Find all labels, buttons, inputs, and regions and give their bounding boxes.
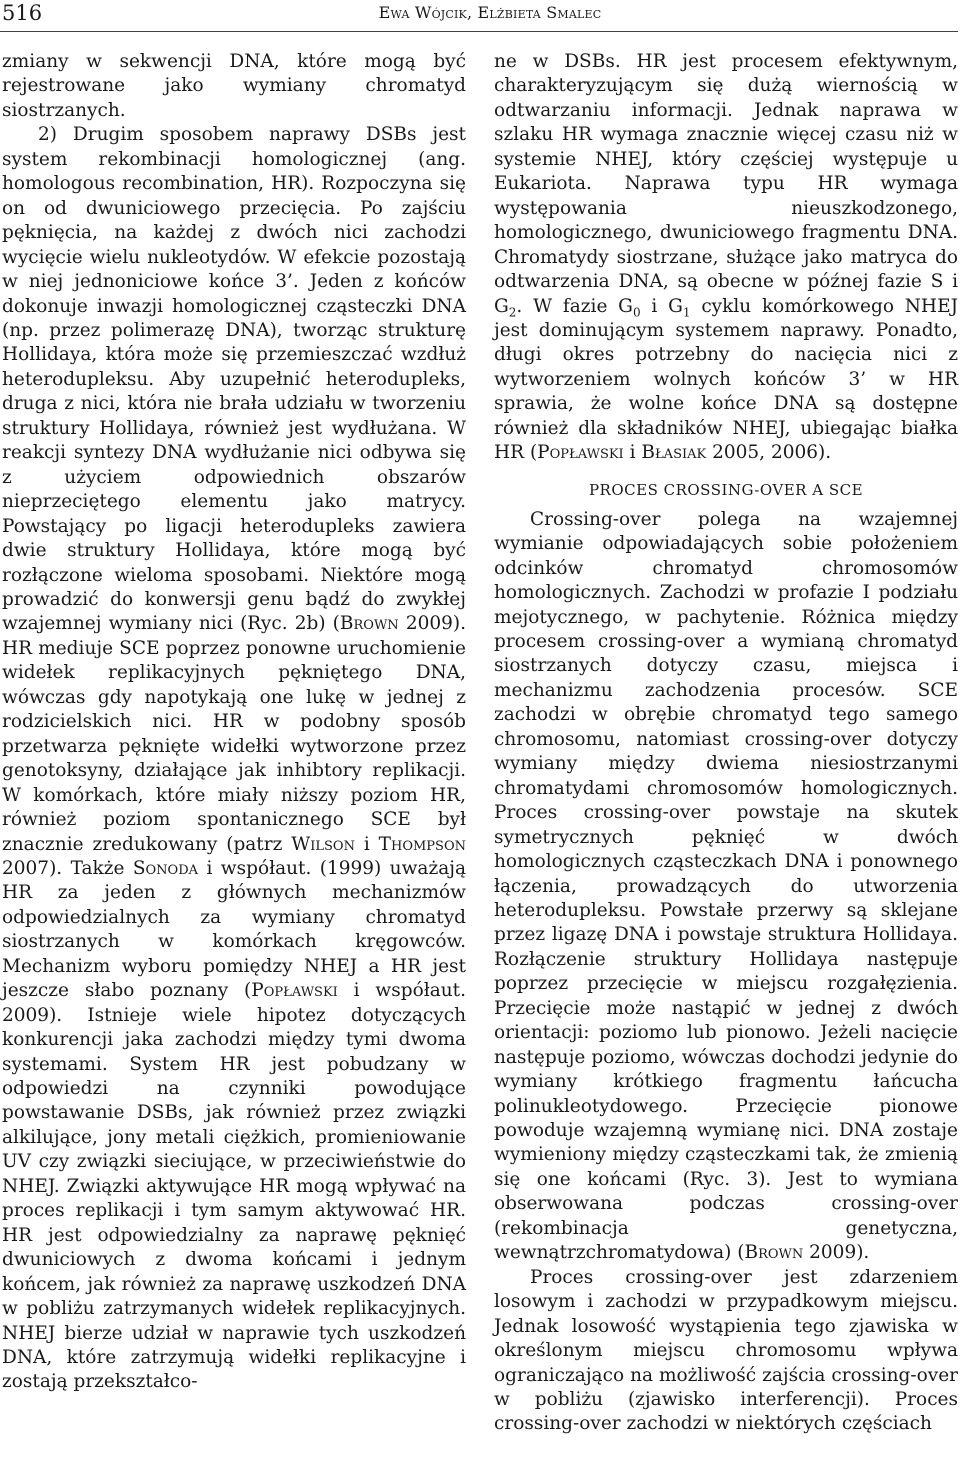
- right-p2-text: Crossing-over polega na wzajemnej wymianie odpowiadających sobie położeniem odcinków chromatyd chromosomów homologicznych. Zachodzi w profazie I podziału mejotycznego, w pachytenie. Różnica między procesem crossing-over a wymianą chromatyd siostrzanych dotyczy czasu, miejsca i mechanizmu zachodzenia procesów. SCE zachodzi w obrębie chromatyd tego samego chromosomu, natomiast crossing-over dotyczy wymiany między dwiema niesiostrzanymi chromatydami chromosomów homologicznych. Proces crossing-over powstaje na skutek symetrycznych pęknięć w dwóch homologicznych cząsteczkach DNA i ponownego łączenia, prowadzących do utworzenia heterodupleksu. Powstałe przerwy są sklejane przez ligazę DNA i powstaje struktura Hollidaya. Rozłączenie struktury Hollidaya następuje poprzez przecięcie w miejscu rozgałęzienia. Przecięcie może nastąpić w jednej z dwóch orientacji: poziomo lub pionowo. Jeżeli nacięcie następuje poziomo, wówczas dochodzi jedynie do wymiany krótkiego fragmentu łańcucha polinukleotydowego. Przecięcie pionowe powoduje wzajemną wymianę nici. DNA zostaje wymieniony między cząsteczkami tak, że zmienią się one końcami (Ryc. 3). Jest to wymiana obserwowana podczas crossing-over (rekombinacja genetyczna, wewnątrzchromatydowa) (: [494, 508, 958, 1264]
- running-head: Ewa Wójcik, Elżbieta Smalec: [378, 3, 602, 22]
- citation-thompson: Thompson: [378, 833, 466, 855]
- left-p2-text-2: 2009). HR mediuje SCE poprzez ponowne uruchomienie widełek replikacyjnych pękniętego DNA, wówczas gdy napotykają one lukę w jednej z rodzicielskich nici. HR w podobny sposób przetwarza pęknięte widełki wytworzone przez genotoksyny, działające jak inhibtory replikacji. W komórkach, które miały niższy poziom HR, również poziom spontanicznego SCE był znacznie zredukowany (patrz: [2, 613, 466, 855]
- left-p1-text: zmiany w sekwencji DNA, które mogą być rejestrowane jako wymiany chromatyd siostrzanych.: [2, 51, 466, 121]
- left-paragraph-2: [2, 123, 466, 1395]
- citation-brown: Brown: [339, 613, 399, 635]
- citation-poplawski-2: Popławski: [537, 442, 624, 464]
- right-p1-text-5: 2005, 2006).: [706, 442, 832, 464]
- page-number: 516: [2, 1, 43, 25]
- subscript-2: 2: [508, 305, 517, 320]
- subscript-0: 0: [632, 305, 641, 320]
- header-rule: [0, 31, 958, 32]
- left-p2-text-3: 2007). Także: [2, 857, 133, 879]
- right-p1-text-2: . W fazie G: [516, 295, 633, 317]
- citation-brown-2: Brown: [744, 1242, 804, 1264]
- right-p1-text-4: cyklu komórkowego NHEJ jest dominującym systemem naprawy. Ponadto, długi okres potrzebny do nacięcia nici z wytworzeniem wolnych końców 3’ w HR sprawia, że wolne końce DNA są dostępne również dla składników NHEJ, ubiegając białka HR (: [494, 295, 958, 464]
- left-p2-text-1: 2) Drugim sposobem naprawy DSBs jest system rekombinacji homologicznej (ang. homologous recombination, HR). Rozpoczyna się on od dwuniciowego przecięcia. Po zajściu pęknięcia, na każdej z dwóch nici zachodzi wycięcie wielu nukleotydów. W efekcie pozostają w niej jednoniciowe końce 3’. Jeden z końców dokonuje inwazji homologicznej cząsteczki DNA (np. przez polimerazę DNA), tworząc strukturę Hollidaya, która może się przemieszczać wzdłuż heterodupleksu. Aby uzupełnić heterodupleks, druga z nici, która nie brała udziału w tworzeniu struktury Hollidaya, również jest wydłużana. W reakcji syntezy DNA wydłużanie nici odbywa się z użyciem odpowiednich obszarów nieprzeciętego elementu jako matrycy. Powstający po ligacji heterodupleks zawiera dwie struktury Hollidaya, które mogą być rozłączone wieloma sposobami. Niektóre mogą prowadzić do konwersji genu bądź do zwykłej wzajemnej wymiany nici (Ryc. 2b) (: [2, 124, 466, 635]
- left-column: [2, 50, 466, 1395]
- right-paragraph-3: [494, 1266, 958, 1437]
- right-paragraph-2: [494, 508, 958, 1266]
- section-title: PROCES CROSSING-OVER A SCE: [588, 480, 864, 499]
- right-p1-text-1: ne w DSBs. HR jest procesem efektywnym, charakteryzującym się dużą wiernością w odtwarzaniu informacji. Jednak naprawa w szlaku HR wymaga znacznie więcej czasu niż w systemie NHEJ, który częściej występuje u Eukariota. Naprawa typu HR wymaga występowania nieuszkodzonego, homologicznego, dwuniciowego fragmentu DNA. Chromatydy siostrzane, służące jako matryca do odtwarzenia DNA, są obecne w późnej fazie S i G: [494, 51, 958, 317]
- left-p2-and: i: [354, 833, 379, 855]
- left-paragraph-1: [2, 50, 466, 123]
- left-p2-text-5: i współaut. 2009). Istnieje wiele hipotez dotyczących konkurencji jaka zachodzi między tymi dwoma systemami. System HR jest pobudzany w odpowiedzi na czynniki powodujące powstawanie DSBs, jak również przez związki alkilujące, jony metali ciężkich, promieniowanie UV czy związki sieciujące, w przeciwieństwie do NHEJ. Związki aktywujące HR mogą wpływać na proces replikacji i tym samym aktywować HR. HR jest odpowiedzialny za naprawę pęknięć dwuniciowych z dwoma końcami i jednym końcem, jak również za naprawę uszkodzeń DNA w pobliżu zatrzymanych widełek replikacyjnych. NHEJ bierze udział w naprawie tych uszkodzeń DNA, które zatrzymują widełki replikacyjne i zostają przekształco-: [2, 980, 466, 1393]
- citation-wilson: Wilson: [291, 833, 355, 855]
- right-p1-and: i: [623, 442, 642, 464]
- right-p2-end: 2009).: [803, 1242, 870, 1264]
- left-p2-text-4: i współaut. (1999) uważają HR za jeden z głównych mechanizmów odpowiedzialnych za wymiany chromatyd siostrzanych w komórkach kręgowców. Mechanizm wyboru pomiędzy NHEJ a HR jest jeszcze słabo poznany (: [2, 857, 466, 1002]
- citation-sonoda: Sonoda: [132, 857, 199, 879]
- right-paragraph-1: [494, 50, 958, 466]
- citation-blasiak: Błasiak: [641, 442, 707, 464]
- page-header: [0, 0, 960, 40]
- subscript-1: 1: [682, 305, 691, 320]
- citation-poplawski: Popławski: [251, 980, 338, 1002]
- right-p1-text-3: i G: [640, 295, 683, 317]
- right-column: [494, 50, 958, 1437]
- right-p3-text: Proces crossing-over jest zdarzeniem losowym i zachodzi w przypadkowym miejscu. Jednak losowość wystąpienia tego zjawiska w określonym miejscu chromosomu wpływa ograniczająco na możliwość zajścia crossing-over w pobliżu (zjawisko interferencji). Proces crossing-over zachodzi w niektórych częściach: [494, 1266, 958, 1435]
